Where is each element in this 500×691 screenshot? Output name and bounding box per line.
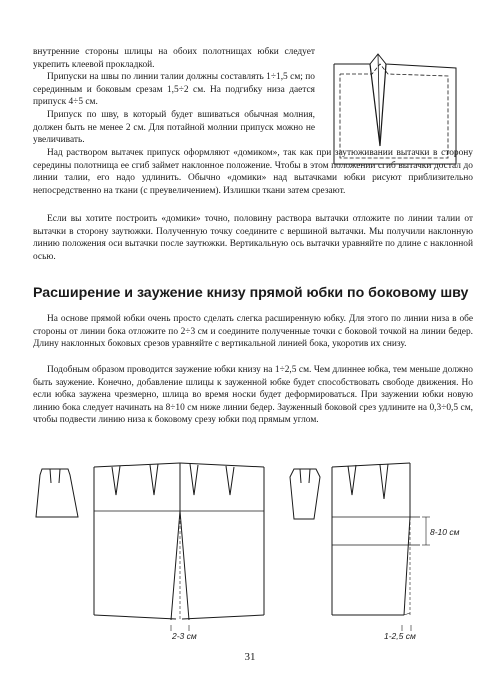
narrowed-dim-side-label: 8-10 см [430, 527, 460, 537]
widened-skirt-diagram [30, 455, 275, 645]
paragraph-4: Над раствором вытачек припуск оформляют «домиком», так как при заутюживании вытачки в сторону середины полотнища ее сгиб займет наклонное положение. Чтобы в этом положении сгиб вытачки достал до линии талии, его надо удлинить. Обычно «домики» над вытачками юбки рисуют приблизительно непосредственно на ткани (с преувеличением). Излишки ткани затем срезают. [33, 148, 473, 196]
narrowed-skirt-diagram [280, 455, 480, 645]
page-number: 31 [244, 651, 256, 663]
paragraph-5: Если вы хотите построить «домики» точно, половину раствора вытачки отложите по линии талии от вытачки в сторону заутюжки. Полученную точку соедините с вершиной вытачки. Мы получили наклонную линию положения оси вытачки после заутюжки. Вертикальную ось вытачки уравняйте по длине с наклонной осью. [33, 214, 473, 262]
paragraph-1: внутренние стороны шлицы на обоих полотнищах юбки следует укрепить клеевой прокладкой. [33, 47, 315, 70]
widened-dim-label: 2-3 см [172, 631, 197, 641]
section-heading: Расширение и заужение книзу прямой юбки по боковому шву [33, 285, 469, 301]
narrowed-dim-hem-label: 1-2,5 см [384, 631, 416, 641]
paragraph-7: Подобным образом проводится заужение юбки книзу на 1÷2,5 см. Чем длиннее юбка, тем меньше должно быть заужение. Конечно, добавление шлицы к зауженной юбке будет способствовать свободе движения. Но если юбка заужена чрезмерно, шлица во время носки будет деформироваться. При заужении юбки новую линию бока следует начинать на 8÷10 см ниже линии бедер. Зауженный боковой срез удлините на 0,3÷0,5 см, чтобы подвести линию низа к боковому срезу юбки под прямым углом. [33, 365, 473, 426]
paragraph-6: На основе прямой юбки очень просто сделать слегка расширенную юбку. Для этого по линии низа в обе стороны от линии бока отложите по 2÷3 см и соедините полученные точки с боковой точкой на линии бедер. Длину наклонных боковых срезов уравняйте с вертикальной линией бока, укоротив их снизу. [33, 314, 473, 350]
paragraph-2: Припуски на швы по линии талии должны составлять 1÷1,5 см; по серединным и боковым срезам 1,5÷2 см. На подгибку низа дается припуск 4÷5 см. [33, 72, 315, 108]
paragraph-3: Припуск по шву, в который будет вшиваться обычная молния, должен быть не менее 2 см. Для потайной молнии припуск можно не увеличивать. [33, 110, 315, 146]
